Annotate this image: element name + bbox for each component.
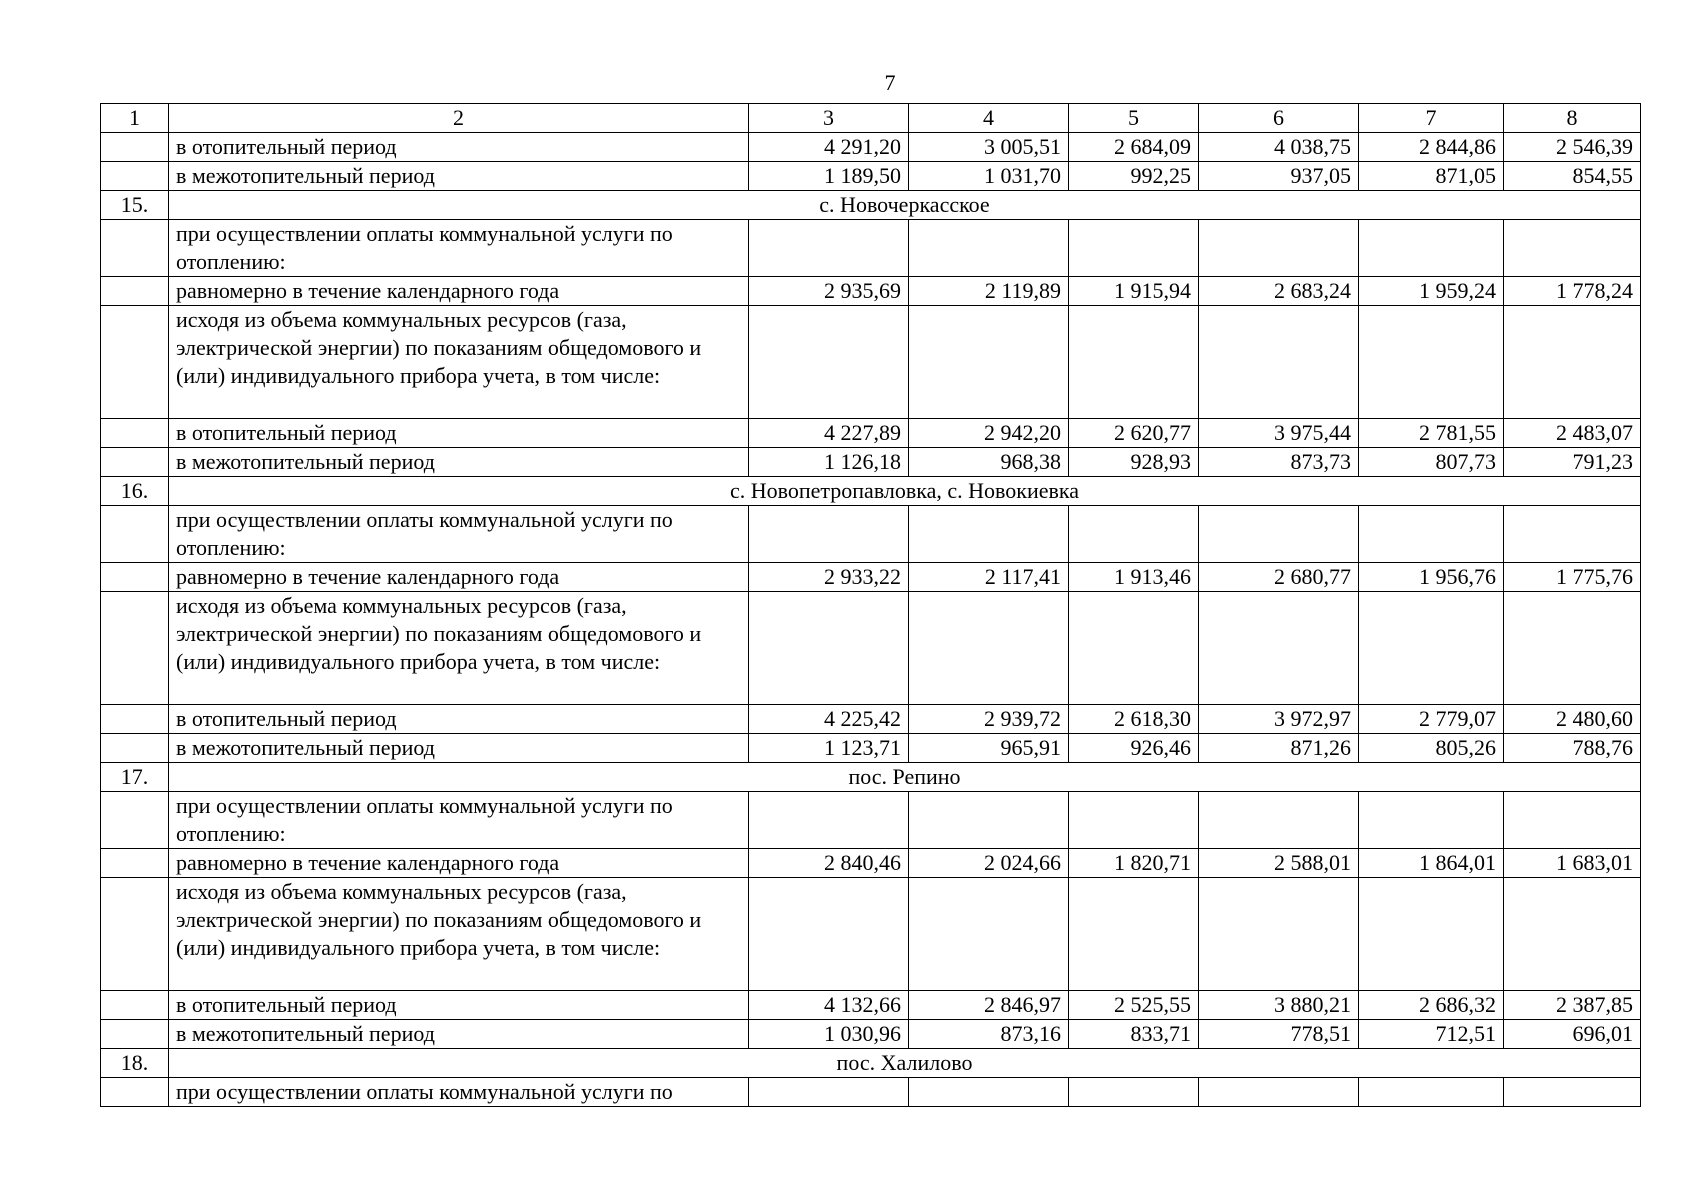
row-label: при осуществлении оплаты коммунальной услуги по отоплению:	[169, 220, 749, 277]
value-cell-col-5: 833,71	[1069, 1020, 1199, 1049]
table-row	[101, 563, 1641, 592]
index-cell	[101, 734, 169, 763]
value-cell-col-4: 2 939,72	[909, 705, 1069, 734]
header-row	[101, 104, 1641, 133]
value-cell	[1504, 220, 1641, 277]
table-row	[101, 419, 1641, 448]
value-cell-col-7: 2 779,07	[1359, 705, 1504, 734]
value-cell	[1359, 220, 1504, 277]
value-cell	[1199, 506, 1359, 563]
value-cell	[1069, 220, 1199, 277]
row-label: в межотопительный период	[169, 448, 749, 477]
index-cell	[101, 277, 169, 306]
column-header-1: 1	[101, 104, 169, 133]
value-cell-col-6: 778,51	[1199, 1020, 1359, 1049]
value-cell-col-6: 871,26	[1199, 734, 1359, 763]
value-cell-col-4: 968,38	[909, 448, 1069, 477]
value-cell-col-5: 992,25	[1069, 162, 1199, 191]
value-cell	[1069, 506, 1199, 563]
row-label: в межотопительный период	[169, 1020, 749, 1049]
section-row	[101, 1049, 1641, 1078]
value-cell	[909, 306, 1069, 419]
value-cell-col-4: 965,91	[909, 734, 1069, 763]
value-cell	[1504, 878, 1641, 991]
value-cell	[1199, 220, 1359, 277]
index-cell	[101, 592, 169, 705]
table-row	[101, 792, 1641, 849]
value-cell-col-5: 1 913,46	[1069, 563, 1199, 592]
index-cell	[101, 419, 169, 448]
value-cell	[1199, 306, 1359, 419]
value-cell-col-4: 873,16	[909, 1020, 1069, 1049]
value-cell-col-8: 1 683,01	[1504, 849, 1641, 878]
index-cell	[101, 849, 169, 878]
column-header-5: 5	[1069, 104, 1199, 133]
value-cell-col-4: 2 846,97	[909, 991, 1069, 1020]
value-cell-col-6: 4 038,75	[1199, 133, 1359, 162]
value-cell	[1359, 506, 1504, 563]
value-cell	[909, 220, 1069, 277]
value-cell-col-5: 2 618,30	[1069, 705, 1199, 734]
row-label: в отопительный период	[169, 419, 749, 448]
value-cell-col-8: 788,76	[1504, 734, 1641, 763]
value-cell-col-8: 2 387,85	[1504, 991, 1641, 1020]
table-row	[101, 734, 1641, 763]
value-cell	[1069, 592, 1199, 705]
value-cell-col-5: 928,93	[1069, 448, 1199, 477]
value-cell-col-3: 1 126,18	[749, 448, 909, 477]
tariff-table	[100, 103, 1641, 1107]
value-cell-col-8: 1 775,76	[1504, 563, 1641, 592]
column-header-8: 8	[1504, 104, 1641, 133]
index-cell	[101, 162, 169, 191]
row-label: исходя из объема коммунальных ресурсов (газа, электрической энергии) по показаниям общедомового и (или) индивидуального прибора учета, в том числе:	[169, 306, 749, 419]
value-cell	[909, 506, 1069, 563]
index-cell	[101, 1020, 169, 1049]
value-cell-col-8: 791,23	[1504, 448, 1641, 477]
value-cell-col-8: 2 480,60	[1504, 705, 1641, 734]
value-cell	[909, 792, 1069, 849]
index-cell	[101, 563, 169, 592]
value-cell	[1359, 306, 1504, 419]
value-cell	[749, 878, 909, 991]
value-cell	[749, 592, 909, 705]
value-cell-col-5: 926,46	[1069, 734, 1199, 763]
value-cell-col-3: 4 291,20	[749, 133, 909, 162]
value-cell-col-4: 2 942,20	[909, 419, 1069, 448]
value-cell	[909, 878, 1069, 991]
value-cell-col-7: 805,26	[1359, 734, 1504, 763]
index-cell	[101, 1078, 169, 1107]
value-cell	[1359, 592, 1504, 705]
value-cell-col-3: 1 189,50	[749, 162, 909, 191]
value-cell-col-7: 807,73	[1359, 448, 1504, 477]
table-row	[101, 133, 1641, 162]
row-label: при осуществлении оплаты коммунальной услуги по	[169, 1078, 749, 1107]
value-cell-col-7: 1 959,24	[1359, 277, 1504, 306]
value-cell	[1069, 878, 1199, 991]
table-row	[101, 277, 1641, 306]
value-cell-col-4: 2 024,66	[909, 849, 1069, 878]
column-header-7: 7	[1359, 104, 1504, 133]
table-row	[101, 705, 1641, 734]
value-cell-col-4: 2 117,41	[909, 563, 1069, 592]
value-cell	[1069, 1078, 1199, 1107]
value-cell-col-3: 4 225,42	[749, 705, 909, 734]
row-label: в межотопительный период	[169, 162, 749, 191]
table-row	[101, 506, 1641, 563]
table-row	[101, 1020, 1641, 1049]
value-cell	[1504, 306, 1641, 419]
section-title: с. Новочеркасское	[169, 191, 1641, 220]
value-cell-col-5: 1 820,71	[1069, 849, 1199, 878]
section-index: 18.	[101, 1049, 169, 1078]
table-row	[101, 991, 1641, 1020]
value-cell-col-6: 3 975,44	[1199, 419, 1359, 448]
column-header-2: 2	[169, 104, 749, 133]
index-cell	[101, 506, 169, 563]
value-cell-col-6: 2 683,24	[1199, 277, 1359, 306]
value-cell	[1199, 1078, 1359, 1107]
row-label: равномерно в течение календарного года	[169, 563, 749, 592]
section-title: пос. Халилово	[169, 1049, 1641, 1078]
table-row	[101, 1078, 1641, 1107]
value-cell-col-6: 3 880,21	[1199, 991, 1359, 1020]
value-cell-col-7: 2 686,32	[1359, 991, 1504, 1020]
value-cell	[749, 220, 909, 277]
value-cell-col-5: 2 684,09	[1069, 133, 1199, 162]
table-row	[101, 162, 1641, 191]
value-cell	[1359, 878, 1504, 991]
value-cell-col-6: 937,05	[1199, 162, 1359, 191]
index-cell	[101, 448, 169, 477]
value-cell-col-8: 854,55	[1504, 162, 1641, 191]
value-cell-col-4: 3 005,51	[909, 133, 1069, 162]
value-cell-col-6: 3 972,97	[1199, 705, 1359, 734]
value-cell	[749, 506, 909, 563]
value-cell	[1504, 506, 1641, 563]
row-label: при осуществлении оплаты коммунальной услуги по отоплению:	[169, 506, 749, 563]
page-number: 7	[884, 70, 896, 95]
value-cell-col-7: 1 956,76	[1359, 563, 1504, 592]
table-row	[101, 878, 1641, 991]
section-index: 17.	[101, 763, 169, 792]
value-cell	[909, 592, 1069, 705]
value-cell-col-6: 2 680,77	[1199, 563, 1359, 592]
value-cell-col-3: 2 840,46	[749, 849, 909, 878]
value-cell	[1504, 792, 1641, 849]
value-cell-col-3: 4 132,66	[749, 991, 909, 1020]
value-cell	[1069, 792, 1199, 849]
section-index: 16.	[101, 477, 169, 506]
value-cell	[1199, 878, 1359, 991]
table-row	[101, 306, 1641, 419]
section-row	[101, 477, 1641, 506]
row-label: в отопительный период	[169, 705, 749, 734]
value-cell	[1504, 1078, 1641, 1107]
row-label: в отопительный период	[169, 133, 749, 162]
value-cell	[749, 1078, 909, 1107]
table-row	[101, 448, 1641, 477]
value-cell-col-7: 871,05	[1359, 162, 1504, 191]
value-cell	[1359, 792, 1504, 849]
value-cell	[909, 1078, 1069, 1107]
value-cell-col-8: 2 546,39	[1504, 133, 1641, 162]
index-cell	[101, 878, 169, 991]
table-row	[101, 592, 1641, 705]
row-label: при осуществлении оплаты коммунальной услуги по отоплению:	[169, 792, 749, 849]
value-cell	[1199, 792, 1359, 849]
row-label: исходя из объема коммунальных ресурсов (газа, электрической энергии) по показаниям общедомового и (или) индивидуального прибора учета, в том числе:	[169, 592, 749, 705]
value-cell-col-6: 2 588,01	[1199, 849, 1359, 878]
column-header-6: 6	[1199, 104, 1359, 133]
row-label: равномерно в течение календарного года	[169, 849, 749, 878]
value-cell-col-5: 1 915,94	[1069, 277, 1199, 306]
value-cell-col-5: 2 620,77	[1069, 419, 1199, 448]
column-header-4: 4	[909, 104, 1069, 133]
value-cell	[749, 306, 909, 419]
value-cell-col-7: 712,51	[1359, 1020, 1504, 1049]
value-cell	[1504, 592, 1641, 705]
value-cell-col-7: 2 781,55	[1359, 419, 1504, 448]
value-cell	[1069, 306, 1199, 419]
table-row	[101, 220, 1641, 277]
section-row	[101, 191, 1641, 220]
value-cell-col-7: 1 864,01	[1359, 849, 1504, 878]
table-row	[101, 849, 1641, 878]
value-cell-col-8: 2 483,07	[1504, 419, 1641, 448]
section-row	[101, 763, 1641, 792]
section-title: пос. Репино	[169, 763, 1641, 792]
row-label: в межотопительный период	[169, 734, 749, 763]
value-cell-col-4: 1 031,70	[909, 162, 1069, 191]
value-cell-col-8: 1 778,24	[1504, 277, 1641, 306]
row-label: исходя из объема коммунальных ресурсов (газа, электрической энергии) по показаниям общедомового и (или) индивидуального прибора учета, в том числе:	[169, 878, 749, 991]
value-cell-col-4: 2 119,89	[909, 277, 1069, 306]
column-header-3: 3	[749, 104, 909, 133]
row-label: равномерно в течение календарного года	[169, 277, 749, 306]
value-cell-col-8: 696,01	[1504, 1020, 1641, 1049]
index-cell	[101, 133, 169, 162]
index-cell	[101, 792, 169, 849]
row-label: в отопительный период	[169, 991, 749, 1020]
value-cell-col-3: 4 227,89	[749, 419, 909, 448]
value-cell-col-7: 2 844,86	[1359, 133, 1504, 162]
index-cell	[101, 991, 169, 1020]
index-cell	[101, 220, 169, 277]
value-cell-col-3: 1 123,71	[749, 734, 909, 763]
value-cell-col-3: 1 030,96	[749, 1020, 909, 1049]
section-title: с. Новопетропавловка, с. Новокиевка	[169, 477, 1641, 506]
value-cell-col-3: 2 935,69	[749, 277, 909, 306]
value-cell	[1359, 1078, 1504, 1107]
value-cell-col-3: 2 933,22	[749, 563, 909, 592]
section-index: 15.	[101, 191, 169, 220]
index-cell	[101, 306, 169, 419]
value-cell-col-6: 873,73	[1199, 448, 1359, 477]
index-cell	[101, 705, 169, 734]
value-cell	[1199, 592, 1359, 705]
value-cell	[749, 792, 909, 849]
value-cell-col-5: 2 525,55	[1069, 991, 1199, 1020]
